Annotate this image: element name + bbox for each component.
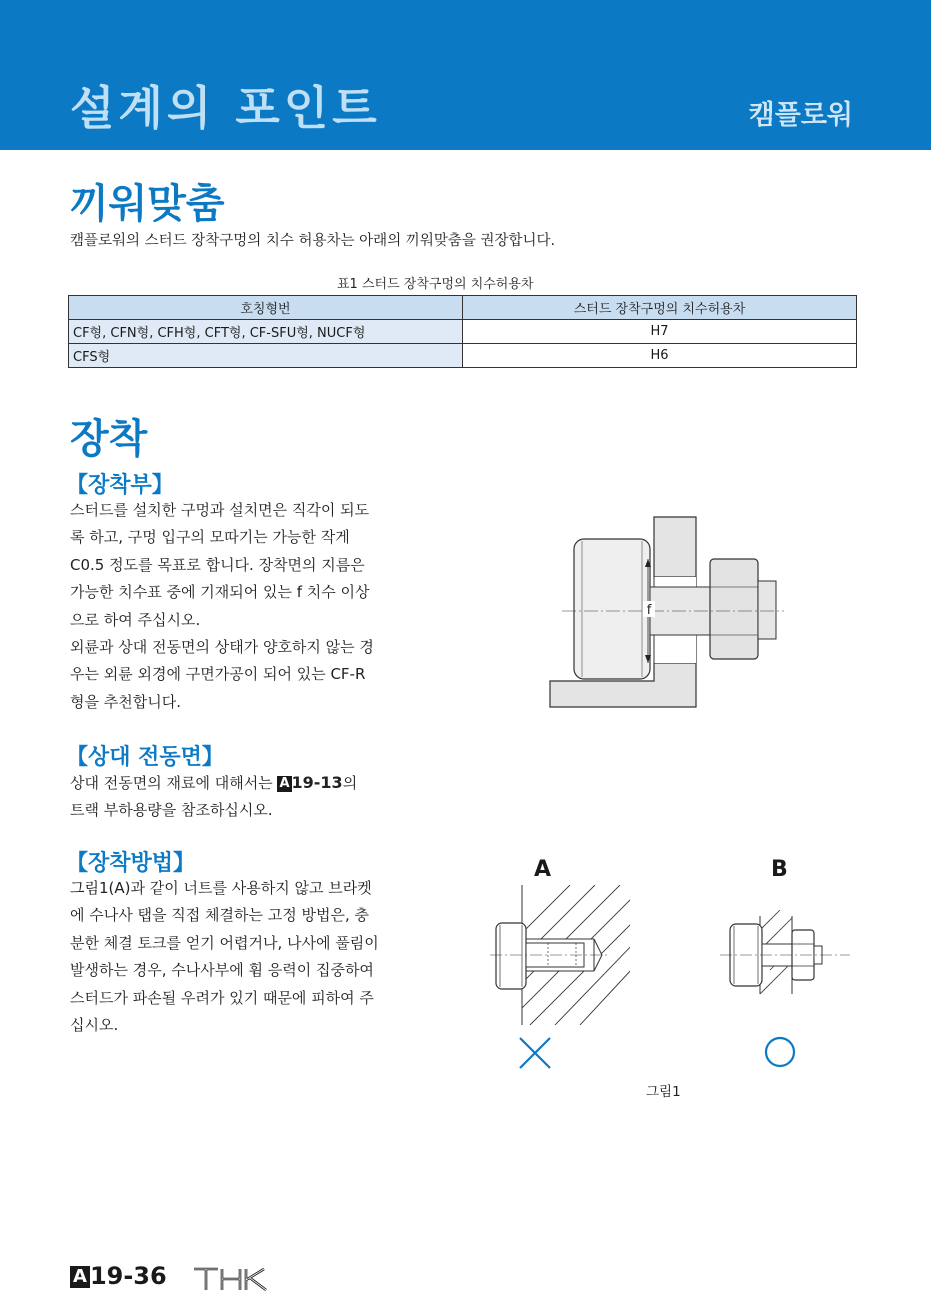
page-title: 설계의 포인트 [70,81,381,135]
table-header-cell: 스터드 장착구멍의 치수허용차 [463,296,857,320]
page-category: 캠플로워 [748,100,853,131]
section-heading-fit: 끼워맞춤 [70,181,225,227]
figure-a-label: A [534,857,552,882]
text-line: 스터드가 파손될 우려가 있기 때문에 피하여 주 [70,988,374,1007]
cross-mark-icon [518,1036,552,1070]
table-cell: H6 [463,344,857,368]
figure-b-drawing [720,910,850,1000]
table-caption: 표1 스터드 장착구멍의 치수허용차 [337,277,534,292]
text-line [70,769,450,797]
roller [496,923,526,989]
text-span: 의 [342,774,358,792]
table-cell: CFS형 [69,344,463,368]
table-row [69,344,857,368]
text-line: 십시오. [70,1016,119,1035]
text-line: C0.5 정도를 목표로 합니다. 장착면의 지름은 [70,555,365,574]
text-line: 분한 체결 토크를 얻기 어렵거나, 나사에 풀림이 [70,933,379,952]
fit-intro: 캠플로워의 스터드 장착구멍의 치수 허용차는 아래의 끼워맞춤을 권장합니다. [70,233,556,249]
figure-a-drawing [490,885,630,1025]
text-line: 트랙 부하용량을 참조하십시오. [70,801,273,820]
subheading-mount-method: 【장착방법】 [66,851,196,876]
catalog-section-box: A [70,1266,90,1288]
text-line: 으로 하여 주십시오. [70,610,201,629]
text-line: 가능한 치수표 중에 기재되어 있는 f 치수 이상 [70,583,370,602]
page-number [70,1262,167,1290]
text-line: 형을 추천합니다. [70,692,181,711]
thk-logo [192,1266,274,1292]
table-cell: CF형, CFN형, CFH형, CFT형, CF-SFU형, NUCF형 [69,320,463,344]
page-header [0,0,931,150]
text-line: 우는 외륜 외경에 구면가공이 되어 있는 CF-R [70,665,366,684]
text-line: 발생하는 경우, 수나사부에 휨 응력이 집중하여 [70,961,374,980]
text-line: 에 수나사 탭을 직접 체결하는 고정 방법은, 충 [70,906,369,925]
mating-surface-text [70,769,450,825]
circle-mark-icon [763,1035,797,1069]
table-header-cell: 호칭형번 [69,296,463,320]
text-line: 록 하고, 구멍 입구의 모따기는 가능한 작게 [70,528,350,547]
subheading-mount-part: 【장착부】 [66,473,174,498]
mount-method-text [70,875,450,1039]
subheading-mating-surface: 【상대 전동면】 [66,745,224,770]
figure-b-label: B [771,857,788,882]
mounting-part-figure [548,515,788,710]
text-line: 외륜과 상대 전동면의 상태가 양호하지 않는 경 [70,638,374,657]
tolerance-table [68,295,857,368]
section-heading-mount: 장착 [70,416,148,462]
table-cell: H7 [463,320,857,344]
text-line: 그림1(A)과 같이 너트를 사용하지 않고 브라켓 [70,879,372,897]
outer-ring [574,539,650,679]
table-row [69,320,857,344]
catalog-ref-page: 19-13 [291,773,343,792]
catalog-ref-box: A [279,776,290,791]
dimension-f-label: f [646,603,652,618]
text-line: 스터드를 설치한 구멍과 설치면은 직각이 되도 [70,501,370,519]
figure-caption: 그림1 [646,1084,681,1100]
nut [710,559,758,659]
text-span: 상대 전동면의 재료에 대해서는 [70,774,278,792]
table-header-row [69,296,857,320]
thread-end [758,581,776,639]
mount-part-text [70,497,450,716]
page-number-text: 19-36 [89,1262,167,1290]
